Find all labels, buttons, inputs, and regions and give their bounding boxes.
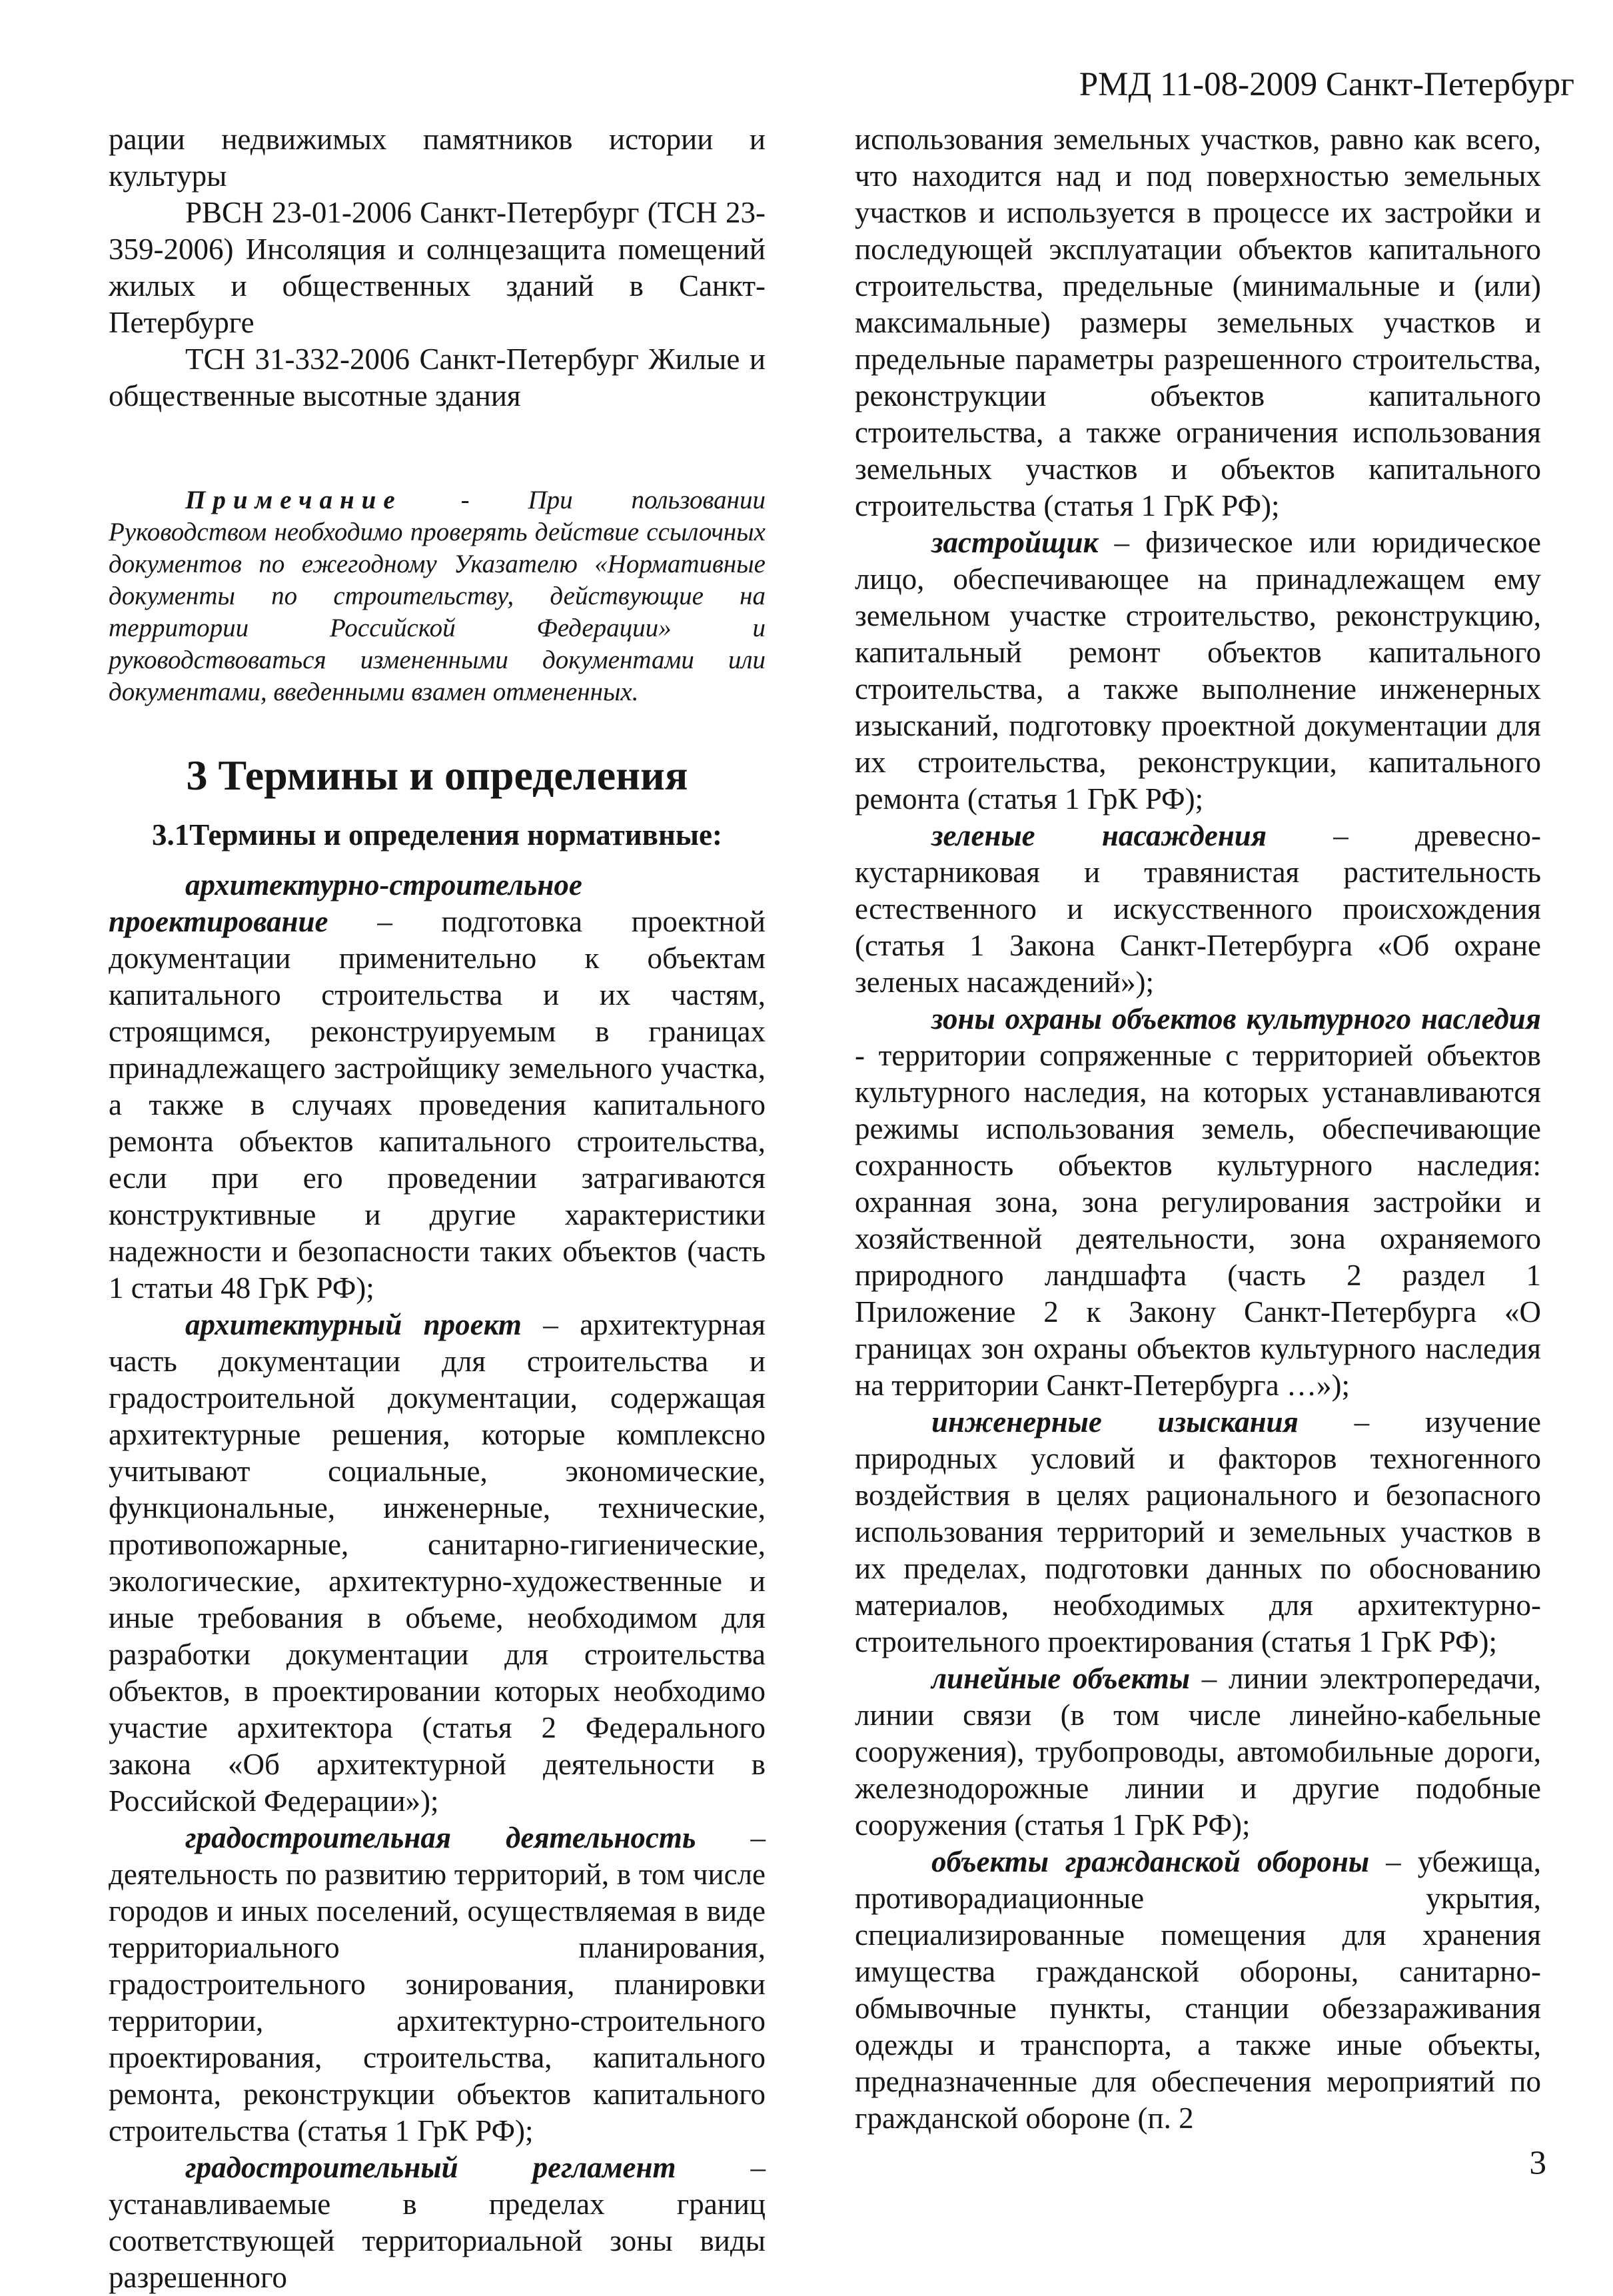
right-column <box>855 121 1541 2137</box>
document-header: РМД 11-08-2009 Санкт-Петербург <box>1079 66 1574 103</box>
reference-tsn: ТСН 31-332-2006 Санкт-Петербург Жилые и общественные высотные здания <box>109 342 766 412</box>
definition-term: объекты гражданской обороны <box>931 1845 1370 1878</box>
note-label: Примечание <box>185 486 402 514</box>
note <box>109 484 766 708</box>
definition-item <box>855 524 1541 818</box>
definition-text: – деятельность по развитию территорий, в том числе городов и иных поселений, осуществляемая в виде территориального планирования, градостроительного зонирования, планировки территории, архитектурно-строительного проектирования, строительства, капитального ремонта, реконструкции объектов капитального строительства (статья 1 ГрК РФ); <box>109 1821 766 2147</box>
definition-item <box>109 867 766 1307</box>
paragraph-continuation: рации недвижимых памятников истории и культуры <box>109 123 766 193</box>
definition-item <box>855 1404 1541 1660</box>
definition-item <box>855 818 1541 1001</box>
definition-text: – изучение природных условий и факторов техногенного воздействия в целях рационального и безопасного использования территорий и земельных участков в их пределах, подготовки данных по обоснованию материалов, необходимых для архитектурно-строительного проектирования (статья 1 ГрК РФ); <box>855 1405 1542 1658</box>
left-column <box>109 121 766 2296</box>
definition-term: инженерные изыскания <box>931 1405 1299 1438</box>
reference-rvsn: РВСН 23-01-2006 Санкт-Петербург (ТСН 23-359-2006) Инсоляция и солнцезащита помещений жилых и общественных зданий в Санкт-Петербурге <box>109 196 766 339</box>
definition-item <box>109 1307 766 1820</box>
definition-term: зеленые насаждения <box>931 819 1267 852</box>
definition-text: – устанавливаемые в пределах границ соответствующей территориальной зоны виды разрешенного <box>109 2151 766 2294</box>
section-title: 3 Термины и определения <box>186 752 688 799</box>
note-text: - При пользовании Руководством необходимо проверять действие ссылочных документов по ежегодному Указателю «Нормативные документы по строительству, действующие на территории Российской Федерации» и руководствоваться измененными документами или документами, введенными взамен отмененных. <box>109 486 766 706</box>
definition-item <box>855 1660 1541 1844</box>
definition-text: - территории сопряженные с территорией объектов культурного наследия, на которых устанавливаются режимы использования земель, обеспечивающие сохранность объектов культурного наследия: охранная зона, зона регулирования застройки и хозяйственной деятельности, зона охраняемого природного ландшафта (часть 2 раздел 1 Приложение 2 к Закону Санкт-Петербурга «О границах зон охраны объектов культурного наследия на территории Санкт-Петербурга …»); <box>855 1039 1541 1402</box>
definition-term: зоны охраны объектов культурного наследия <box>931 1002 1541 1035</box>
definition-term: градостроительная деятельность <box>185 1821 696 1854</box>
definition-term: архитектурный проект <box>185 1308 522 1341</box>
paragraph-continuation: использования земельных участков, равно как всего, что находится над и под поверхностью земельных участков и используется в процессе их застройки и последующей эксплуатации объектов капитального строительства, предельные (минимальные и (или) максимальные) размеры земельных участков и предельные параметры разрешенного строительства, реконструкции объектов капитального строительства, а также ограничения использования земельных участков и объектов капитального строительства (статья 1 ГрК РФ); <box>855 123 1541 522</box>
definition-term: линейные объекты <box>931 1662 1191 1695</box>
definition-item <box>109 1820 766 2149</box>
definition-text: – подготовка проектной документации применительно к объектам капитального строительства и их частям, строящимся, реконструируемым в границах принадлежащего застройщику земельного участка, а также в случаях проведения капитального ремонта объектов капитального строительства, если при его проведении затрагиваются конструктивные и другие характеристики надежности и безопасности таких объектов (часть 1 статьи 48 ГрК РФ); <box>109 905 766 1305</box>
definition-term: застройщик <box>931 526 1099 559</box>
definition-item <box>109 2149 766 2296</box>
subsection-title: 3.1Термины и определения нормативные: <box>152 818 722 852</box>
definition-text: – физическое или юридическое лицо, обеспечивающее на принадлежащем ему земельном участке строительство, реконструкцию, капитальный ремонт объектов капитального строительства, а также выполнение инженерных изысканий, подготовку проектной документации для их строительства, реконструкции, капитального ремонта (статья 1 ГрК РФ); <box>855 526 1541 816</box>
definition-text: – древесно-кустарниковая и травянистая растительность естественного и искусственного происхождения (статья 1 Закона Санкт-Петербурга «Об охране зеленых насаждений»); <box>855 819 1541 999</box>
page-number: 3 <box>1529 2145 1546 2182</box>
definition-text: – линии электропередачи, линии связи (в том числе линейно-кабельные сооружения), трубопроводы, автомобильные дороги, железнодорожные линии и другие подобные сооружения (статья 1 ГрК РФ); <box>855 1662 1541 1842</box>
definition-term: градостроительный регламент <box>185 2151 676 2184</box>
definition-text: – убежища, противорадиационные укрытия, специализированные помещения для хранения имущества гражданской обороны, санитарно-обмывочные пункты, станции обеззараживания одежды и транспорта, а также иные объекты, предназначенные для обеспечения мероприятий по гражданской обороне (п. 2 <box>855 1845 1541 2135</box>
definition-item <box>855 1844 1541 2137</box>
definition-item <box>855 1001 1541 1404</box>
definition-term: архитектурно-строительное проектирование <box>109 868 582 938</box>
definition-text: – архитектурная часть документации для строительства и градостроительной документации, содержащая архитектурные решения, которые комплексно учитывают социальные, экономические, функциональные, инженерные, технические, противопожарные, санитарно-гигиенические, экологические, архитектурно-художественные и иные требования в объеме, необходимом для разработки документации для строительства объектов, в проектировании которых необходимо участие архитектора (статья 2 Федерального закона «Об архитектурной деятельности в Российской Федерации»); <box>109 1308 766 1818</box>
